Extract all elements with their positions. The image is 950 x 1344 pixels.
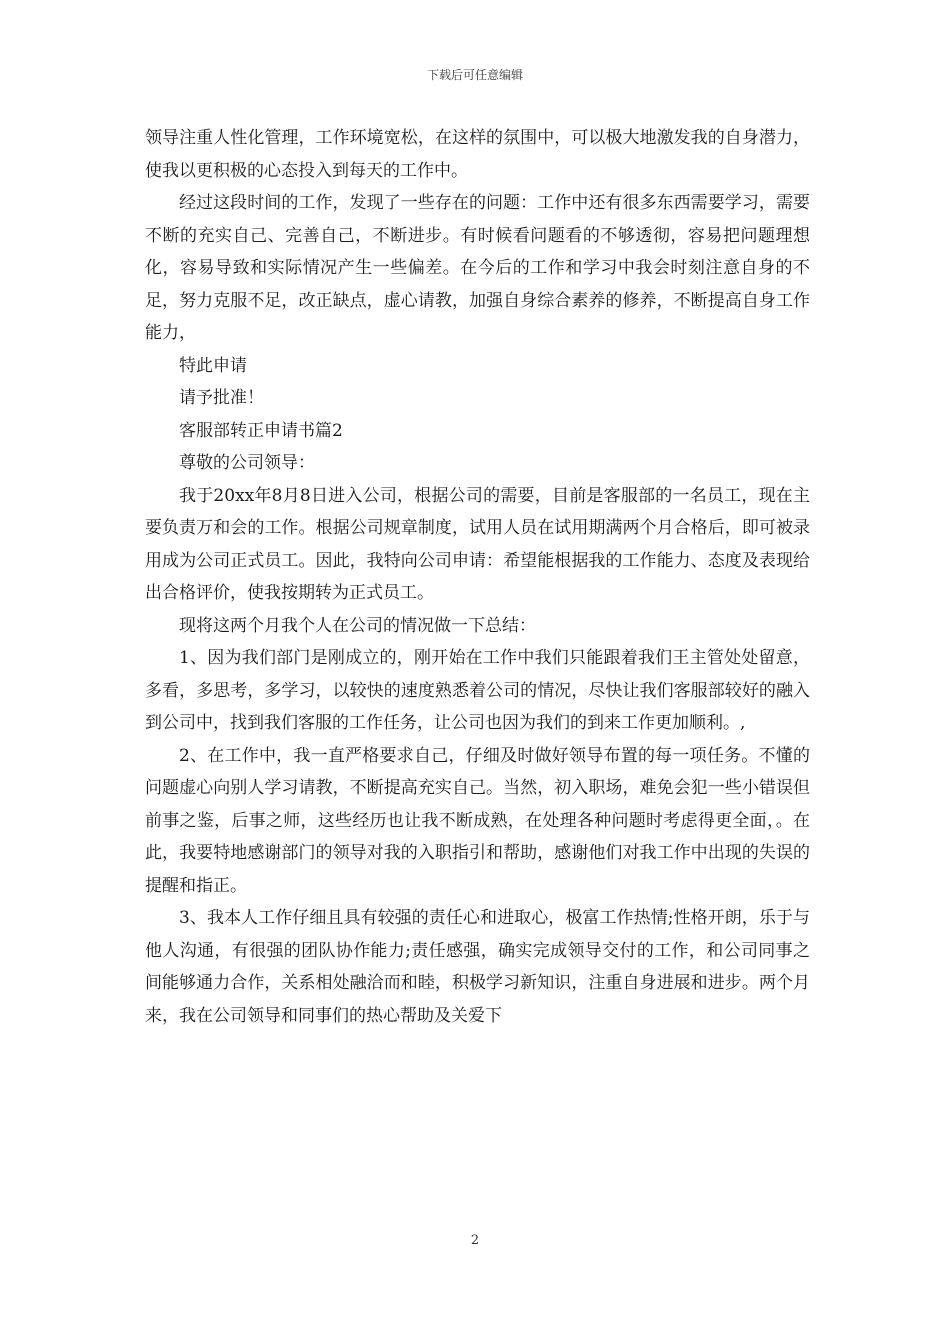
paragraph-approval: 请予批准！ [179, 388, 264, 408]
salutation: 尊敬的公司领导： [179, 453, 315, 473]
paragraph-point-3: 3、我本人工作仔细且具有较强的责任心和进取心，极富工作热情;性格开朗，乐于与他人沟通，有很强的团队协作能力;责任感强，确实完成领导交付的工作，和公司同事之间能够通力合作，关系相处融洽而和睦，积极学习新知识，注重自身进展和进步。两个月来，我在公司领导和同事们的热心帮助及关爱下 [145, 908, 810, 1026]
page-number: 2 [470, 1233, 480, 1248]
paragraph-intro: 我于20xx年8月8日进入公司，根据公司的需要，目前是客服部的一名员工，现在主要负责万和会的工作。根据公司规章制度，试用人员在试用期满两个月合格后，即可被录用成为公司正式员工。因此，我特向公司申请：希望能根据我的工作能力、态度及表现给出合格评价，使我按期转为正式员工。 [145, 485, 810, 603]
paragraph-continuation: 领导注重人性化管理，工作环境宽松，在这样的氛围中，可以极大地激发我的自身潜力，使我以更积极的心态投入到每天的工作中。 [145, 128, 810, 181]
paragraph-point-2: 2、在工作中，我一直严格要求自己，仔细及时做好领导布置的每一项任务。不懂的问题虚心向别人学习请教，不断提高充实自己。当然，初入职场，难免会犯一些小错误但前事之鉴，后事之师，这些经历也让我不断成熟，在处理各种问题时考虑得更全面，。在此，我要特地感谢部门的领导对我的入职指引和帮助，感谢他们对我工作中出现的失误的提醒和指正。 [145, 745, 810, 896]
page-header: 下载后可任意编辑 [426, 68, 523, 82]
paragraph-closing-request: 特此申请 [179, 355, 247, 376]
paragraph-problems: 经过这段时间的工作，发现了一些存在的问题：工作中还有很多东西需要学习，需要不断的充实自己、完善自己，不断进步。有时候看问题看的不够透彻，容易把问题理想化，容易导致和实际情况产生一些偏差。在今后的工作和学习中我会时刻注意自身的不足，努力克服不足，改正缺点，虚心请教，加强自身综合素养的修养，不断提高自身工作能力， [145, 193, 810, 343]
document-body [145, 122, 810, 1032]
section-title: 客服部转正申请书篇2 [179, 420, 343, 441]
paragraph-point-1: 1、因为我们部门是刚成立的，刚开始在工作中我们只能跟着我们王主管处处留意，多看，多思考，多学习，以较快的速度熟悉着公司的情况，尽快让我们客服部较好的融入到公司中，找到我们客服的工作任务，让公司也因为我们的到来工作更加顺利。, [145, 648, 810, 733]
paragraph-summary-lead: 现将这两个月我个人在公司的情况做一下总结： [179, 615, 536, 636]
